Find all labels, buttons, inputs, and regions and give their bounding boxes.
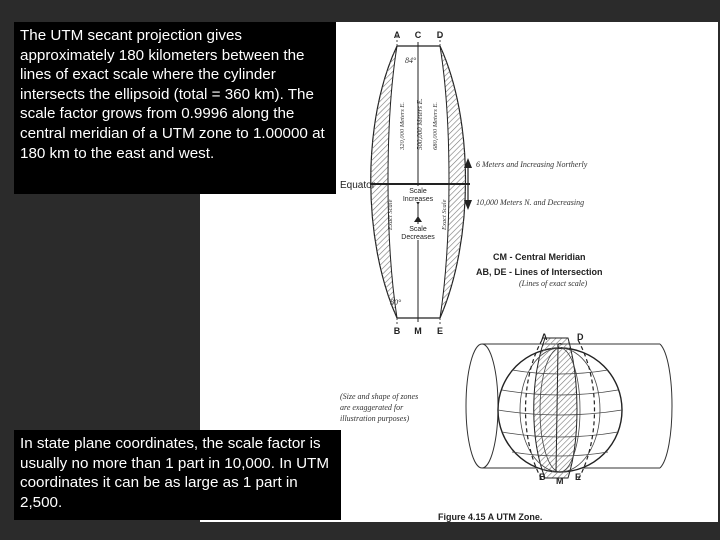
scale-increases-label-2: Increases <box>402 196 434 203</box>
label-c-top: C <box>414 30 422 40</box>
meridian-right-label: 680,000 Meters E. <box>432 101 439 150</box>
globe-label-d: D <box>577 332 584 342</box>
globe-label-b: B <box>539 472 546 482</box>
text-box-bottom: In state plane coordinates, the scale factor is usually no more than 1 part in 10,000. In UTM coordinates it can be as large as 1 part in 2,500. <box>14 430 341 520</box>
northing-down-label: 10,000 Meters N. and Decreasing <box>476 198 585 207</box>
text-box-top: The UTM secant projection gives approximately 180 kilometers between the lines of exact scale where the cylinder intersects the ellipsoid (total = 360 km). The scale factor grows from 0.9996 along the central meridian of a UTM zone to 1.00000 at 180 km to the east and west. <box>14 22 336 194</box>
scale-decreases-label-2: Decreases <box>401 234 435 241</box>
globe-label-c: C <box>557 342 563 351</box>
equator-label: Equator <box>340 180 376 191</box>
latitude-bottom: 80° <box>390 298 402 307</box>
globe-label-m: M <box>556 476 564 486</box>
note-line-1: (Size and shape of zones <box>340 392 419 401</box>
label-b-bottom: B <box>393 326 401 336</box>
label-d-top: D <box>436 30 444 40</box>
northing-up-label: 6 Meters and Increasing Northerly <box>476 160 588 169</box>
label-a-top: A <box>393 30 401 40</box>
figure-caption: Figure 4.15 A UTM Zone. <box>438 512 543 522</box>
legend-cm: CM - Central Meridian <box>493 252 586 262</box>
globe-label-e: E <box>575 472 582 482</box>
legend-ab: AB, DE - Lines of Intersection <box>476 267 603 277</box>
label-e-bottom: E <box>436 326 444 336</box>
globe-cylinder-illustration <box>466 332 672 486</box>
scale-increases-label-1: Scale <box>409 188 427 195</box>
scale-decreases-label-1: Scale <box>409 226 427 233</box>
latitude-top: 84° <box>405 56 417 65</box>
label-m-bottom: M <box>414 326 422 336</box>
exact-scale-right-label: Exact Scale <box>441 199 448 230</box>
legend-ab-sub: (Lines of exact scale) <box>519 279 588 288</box>
exact-scale-left-label: Exact Scale <box>387 199 394 230</box>
note-line-2: are exaggerated for <box>340 403 404 412</box>
meridian-left-label: 320,000 Meters E. <box>399 101 406 150</box>
meridian-cm-label: 500,000 Meters E. <box>416 98 424 150</box>
note-line-3: illustration purposes) <box>340 414 410 423</box>
globe-label-a: A <box>541 332 548 342</box>
